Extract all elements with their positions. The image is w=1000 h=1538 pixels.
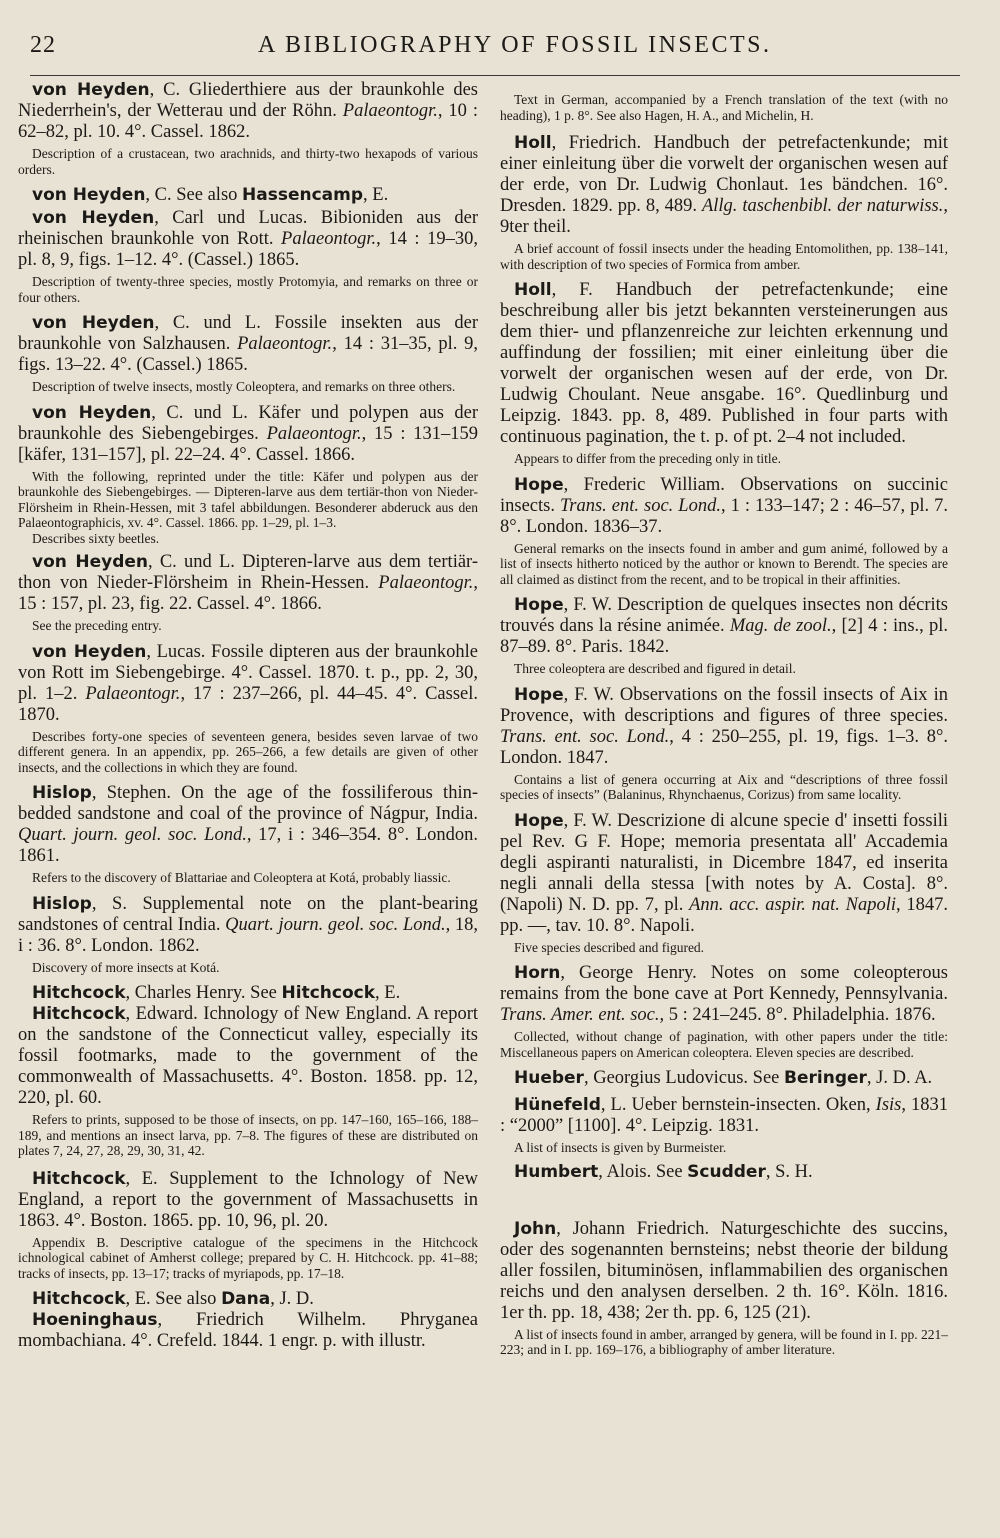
- entry-text: , George Henry. Notes on some coleopterous remains from the bone cave at Port Kennedy, Pennsylvania.: [500, 963, 948, 1004]
- entry-text: , Stephen. On the age of the fossiliferous thin-bedded sandstone and coal of the province of Nágpur, India.: [18, 783, 478, 824]
- entry-text: , F. W. Observations on the fossil insects of Aix in Provence, with descriptions and figures of three species.: [500, 684, 948, 726]
- bib-entry: [18, 642, 478, 776]
- entry-text: , F. W. Descrizione di alcune specie d' insetti fossili pel Rev. G F. Hope; memoria presentata all' Accademia degli aspiranti naturalisti, in Dicembre 1847, ed inserita negli annali della stessa [with notes by A. Costa]. 8°. (Napoli) N. D. pp. 7, pl.: [500, 810, 948, 915]
- entry-author: Horn: [514, 963, 561, 983]
- entry-rest: , 18, i : 36. 8°. London. 1862.: [18, 914, 478, 956]
- bib-entry: [500, 595, 948, 677]
- entry-journal: Palaeontogr.: [85, 683, 181, 704]
- entry-journal: Mag. de zool.: [729, 616, 832, 636]
- entry-note: Discovery of more insects at Kotá.: [32, 959, 220, 975]
- entry-rest: , 17, i : 346–354. 8°. London. 1861.: [18, 825, 479, 866]
- header-rule: [30, 75, 960, 76]
- bib-entry: [500, 1068, 948, 1089]
- entry-author: Holl: [514, 133, 552, 153]
- bib-entry: [500, 1162, 948, 1183]
- entry-note: See the preceding entry.: [32, 618, 162, 633]
- entry-text: , C. See also: [145, 185, 243, 205]
- entry-note: Appears to differ from the preceding only in title.: [514, 451, 782, 466]
- entry-rest: , 1 : 133–147; 2 : 46–57, pl. 7. 8°. London. 1836–37.: [500, 495, 949, 537]
- entry-journal: Allg. taschenbibl. der naturwiss.: [701, 196, 944, 216]
- bib-entry: [18, 894, 478, 976]
- entry-author: von Heyden: [32, 80, 150, 100]
- entry-journal: Palaeontogr.: [342, 101, 438, 121]
- entry-journal: Trans. ent. soc. Lond.: [559, 495, 721, 516]
- entry-author: Hope: [514, 595, 564, 615]
- bib-entry: [18, 552, 478, 634]
- entry-author: Hitchcock: [32, 983, 126, 1003]
- right-column: [500, 80, 948, 1364]
- entry-author: von Heyden: [32, 402, 152, 423]
- entry-rest: , 1831 : “2000” [1100]. 4°. Leipzig. 1831.: [500, 1095, 949, 1136]
- entry-text: , Edward. Ichnology of New England. A report on the sandstone of the Connecticut valley, especially its fossil footmarks, made to the government of the commonwealth of Massachusetts. 4°. Boston. 1858. pp. 12, 220, pl. 60.: [18, 1004, 478, 1108]
- entry-note: Description of twenty-three species, mostly Protomyia, and remarks on three or four others.: [18, 274, 478, 305]
- bib-entry: [500, 280, 948, 467]
- entry-author: Holl: [514, 280, 552, 300]
- entry-rest: , 1847. pp. —, tav. 10. 8°. Napoli.: [500, 894, 948, 936]
- entry-author: Hope: [514, 474, 564, 495]
- entry-note: General remarks on the insects found in amber and gum animé, followed by a list of insects hitherto noticed by the author or known to Berendt. The species are all claimed as distinct from the recent, and to be tropical in their affinities.: [500, 540, 948, 587]
- entry-author: von Heyden: [32, 313, 155, 333]
- entry-text: , Georgius Ludovicus. See: [583, 1068, 785, 1088]
- entry-rest: , 14 : 31–35, pl. 9, figs. 13–22. 4°. (Cassel.) 1865.: [18, 334, 479, 375]
- entry-note: Refers to prints, supposed to be those of insects, on pp. 147–160, 165–166, 188–189, and mentions an insect larva, pp. 7–8. The figures of these are distributed on plates 7, 24, 27, 28, 29, 30, 31, 42.: [18, 1112, 478, 1158]
- bib-entry: [500, 963, 948, 1060]
- entry-note: With the following, reprinted under the title: Käfer und polypen aus der braunkohle des Siebengebirges. — Dipteren-larve aus dem tertiär-thon von Nieder-Flörsheim in Rhein-Hessen, mit 3 tafel abbildungen. Besonderer abderuck aus den Palaeontographicis, xv. 4°. Cassel. 1866. pp. 1–29, pl. 1–3.: [18, 468, 478, 530]
- entry-author: Hueber: [514, 1068, 584, 1088]
- bib-entry: [500, 1219, 948, 1358]
- entry-rest: , [2] 4 : ins., pl. 87–89. 8°. Paris. 1842.: [500, 616, 948, 657]
- entry-journal: Quart. journ. geol. soc. Lond.: [18, 825, 247, 845]
- continued-note: Text in German, accompanied by a French translation of the text (with no heading), 1 p. 8°. See also Hagen, H. A., and Michelin, H.: [500, 92, 948, 123]
- bib-entry: [500, 133, 948, 272]
- bib-entry: [18, 1289, 478, 1310]
- entry-text: , S. Supplemental note on the plant-bearing sandstones of central India.: [18, 893, 478, 935]
- left-column: [18, 80, 478, 1358]
- entry-text: , Lucas. Fossile dipteren aus der braunkohle von Rott im Siebengebirge. 4°. Cassel. 1870. t. p., pp. 2, 30, pl. 1–2.: [18, 641, 478, 704]
- bib-entry: [500, 685, 948, 803]
- entry-note: Describes sixty beetles.: [32, 530, 160, 546]
- entry-rest: , 10 : 62–82, pl. 10. 4°. Cassel. 1862.: [18, 101, 479, 142]
- entry-note: A list of insects found in amber, arranged by genera, will be found in I. pp. 221–223; and in I. pp. 169–176, a bibliography of amber literature.: [500, 1326, 948, 1357]
- entry-note: A brief account of fossil insects under the heading Entomolithen, pp. 138–141, with description of two species of Formica from amber.: [500, 241, 948, 272]
- entry-note: Describes forty-one species of seventeen genera, besides seven larvae of two different genera. In an appendix, pp. 265–266, a few details are given of other insects, and the collections in which they are found.: [18, 728, 478, 775]
- entry-author: Humbert: [514, 1161, 599, 1182]
- bib-entry: [500, 475, 948, 588]
- entry-rest: , S. H.: [765, 1161, 813, 1182]
- entry-rest: , E.: [375, 983, 401, 1003]
- bib-entry: [18, 185, 478, 206]
- bib-entry: [18, 783, 478, 886]
- entry-text: , E. Supplement to the Ichnology of New England, a report to the government of Massachusetts in 1863. 4°. Boston. 1865. pp. 10, 96, pl. 20.: [18, 1168, 478, 1231]
- entry-author: von Heyden: [32, 641, 147, 662]
- bib-entry: [500, 811, 948, 956]
- entry-author: von Heyden: [32, 552, 148, 572]
- bib-entry: [18, 983, 478, 1004]
- entry-author: Hislop: [32, 893, 92, 914]
- entry-text: , Friedrich. Handbuch der petrefactenkunde; mit einer einleitung über die vorwelt der organischen wesen auf der erde, von Dr. Ludwig Chonlaut. 1es bändchen. 16°. Dresden. 1829. pp. 8, 489.: [500, 133, 948, 216]
- entry-text: , C. und L. Dipteren-larve aus dem tertiär-thon von Nieder-Flörsheim in Rhein-Hessen.: [18, 552, 478, 593]
- entry-journal: Palaeontogr.: [281, 229, 377, 249]
- entry-text: , E. See also: [125, 1289, 222, 1309]
- entry-text: , Carl und Lucas. Bibioniden aus der rheinischen braunkohle von Rott.: [18, 208, 479, 249]
- entry-author: Hoeninghaus: [32, 1310, 158, 1330]
- entry-author: Hope: [514, 810, 564, 831]
- entry-author: Hitchcock: [32, 1004, 126, 1024]
- entry-text: , Frederic William. Observations on succinic insects.: [500, 474, 948, 516]
- entry-journal: Palaeontogr.: [237, 334, 333, 354]
- entry-author: von Heyden: [32, 208, 155, 228]
- entry-note: Description of a crustacean, two arachnids, and thirty-two hexapods of various orders.: [18, 146, 478, 177]
- entry-note: Contains a list of genera occurring at Aix and “descriptions of three fossil species of insects” (Balaninus, Rhynchaenus, Corizus) from same locality.: [500, 771, 948, 802]
- entry-rest: , J. D.: [270, 1289, 314, 1309]
- entry-journal: Isis: [875, 1095, 902, 1115]
- entry-note: A list of insects is given by Burmeister.: [514, 1140, 727, 1155]
- entry-rest: , 15 : 131–159 [käfer, 131–157], pl. 22–24. 4°. Cassel. 1866.: [18, 423, 479, 465]
- entry-rest: , 9ter theil.: [500, 196, 948, 237]
- entry-rest: , J. D. A.: [866, 1068, 933, 1088]
- see-reference: Hassencamp: [242, 185, 364, 205]
- entry-journal: Palaeontogr.: [378, 573, 474, 593]
- bib-entry: [18, 1169, 478, 1282]
- entry-rest: , 14 : 19–30, pl. 8, 9, figs. 1–12. 4°. (Cassel.) 1865.: [18, 229, 478, 270]
- bib-entry: [500, 1095, 948, 1156]
- entry-journal: Trans. Amer. ent. soc.: [500, 1005, 660, 1025]
- entry-text: , Alois. See: [598, 1161, 688, 1182]
- page-header: [30, 30, 960, 66]
- spacer: [500, 1189, 948, 1219]
- see-reference: Dana: [221, 1289, 271, 1309]
- bib-entry: [18, 1310, 478, 1352]
- entry-author: Hitchcock: [32, 1168, 126, 1189]
- entry-text: , Friedrich Wilhelm. Phryganea mombachiana. 4°. Crefeld. 1844. 1 engr. p. with illustr.: [18, 1310, 478, 1351]
- entry-author: Hünefeld: [514, 1095, 601, 1115]
- entry-text: , C. und L. Käfer und polypen aus der braunkohle des Siebengebirges.: [18, 402, 478, 444]
- see-reference: Hitchcock: [281, 983, 376, 1003]
- entry-note: Three coleoptera are described and figured in detail.: [514, 661, 796, 676]
- entry-author: Hope: [514, 684, 564, 705]
- entry-journal: Palaeontogr.: [266, 423, 362, 444]
- page-number: 22: [30, 32, 56, 58]
- see-reference: Scudder: [687, 1161, 766, 1182]
- entry-note: Collected, without change of pagination, with other papers under the title: Miscellaneous papers on American coleoptera. Eleven species are described.: [500, 1029, 948, 1060]
- entry-rest: , 5 : 241–245. 8°. Philadelphia. 1876.: [659, 1005, 936, 1025]
- entry-rest: , 15 : 157, pl. 23, fig. 22. Cassel. 4°. 1866.: [18, 573, 478, 614]
- entry-author: Hislop: [32, 783, 92, 803]
- entry-author: John: [514, 1218, 557, 1239]
- entry-journal: Quart. journ. geol. soc. Lond.: [225, 914, 446, 935]
- entry-rest: , 17 : 237–266, pl. 44–45. 4°. Cassel. 1870.: [18, 683, 479, 725]
- entry-author: von Heyden: [32, 185, 146, 205]
- entry-text: , L. Ueber bernstein-insecten. Oken,: [600, 1095, 876, 1115]
- bib-entry: [18, 403, 478, 547]
- entry-journal: Trans. ent. soc. Lond.: [500, 726, 670, 747]
- see-reference: Beringer: [784, 1068, 867, 1088]
- entry-rest: , E.: [363, 185, 389, 205]
- entry-rest: , 4 : 250–255, pl. 19, figs. 1–3. 8°. London. 1847.: [500, 726, 948, 768]
- entry-text: , Johann Friedrich. Naturgeschichte des succins, oder des sogenannten bernsteins; nebst theorie der bildung aller fossilen, bituminösen, inflammabilien des organischen reichs und den analysen derselben. 2 th. 16°. Köln. 1816. 1er th. pp. 18, 438; 2er th. pp. 6, 125 (21).: [500, 1218, 948, 1323]
- entry-journal: Ann. acc. aspir. nat. Napoli: [689, 894, 896, 915]
- entry-text: , C. und L. Fossile insekten aus der braunkohle von Salzhausen.: [18, 313, 478, 354]
- entry-author: Hitchcock: [32, 1289, 126, 1309]
- entry-note: Refers to the discovery of Blattariae and Coleoptera at Kotá, probably liassic.: [32, 870, 451, 885]
- bib-entry: [18, 313, 478, 395]
- entry-text: , F. W. Description de quelques insectes non décrits trouvés dans la résine animée.: [500, 595, 948, 636]
- entry-text: , F. Handbuch der petrefactenkunde; eine beschreibung aller bis jetzt bekannten versteinerungen aus dem thier- und pflanzenreiche zur leichten erkennung und auffindung der fossilien; mit einer einleitung über die vorwelt der organischen wesen auf der erde, von Dr. Ludwig Choulant. Neue ansgabe. 16°. Quedlinburg und Leipzig. 1843. pp. 8, 489. Published in four parts with continuous pagination, the t. p. of pt. 2–4 not included.: [500, 280, 948, 447]
- entry-note: Appendix B. Descriptive catalogue of the specimens in the Hitchcock ichnological cabinet of Amherst college; prepared by C. H. Hitchcock. pp. 41–88; tracks of insects, pp. 13–17; tracks of myriapods, pp. 17–18.: [18, 1234, 478, 1281]
- entry-text: , C. Gliederthiere aus der braunkohle des Niederrhein's, der Wetterau und der Röhn.: [18, 80, 479, 121]
- bib-entry: [18, 80, 478, 177]
- entry-text: , Charles Henry. See: [125, 983, 282, 1003]
- entry-note: Five species described and figured.: [514, 939, 705, 955]
- entry-note: Description of twelve insects, mostly Coleoptera, and remarks on three others.: [32, 379, 456, 394]
- running-title: A BIBLIOGRAPHY OF FOSSIL INSECTS.: [258, 32, 772, 58]
- bib-entry: [18, 208, 478, 305]
- bib-entry: [18, 1004, 478, 1159]
